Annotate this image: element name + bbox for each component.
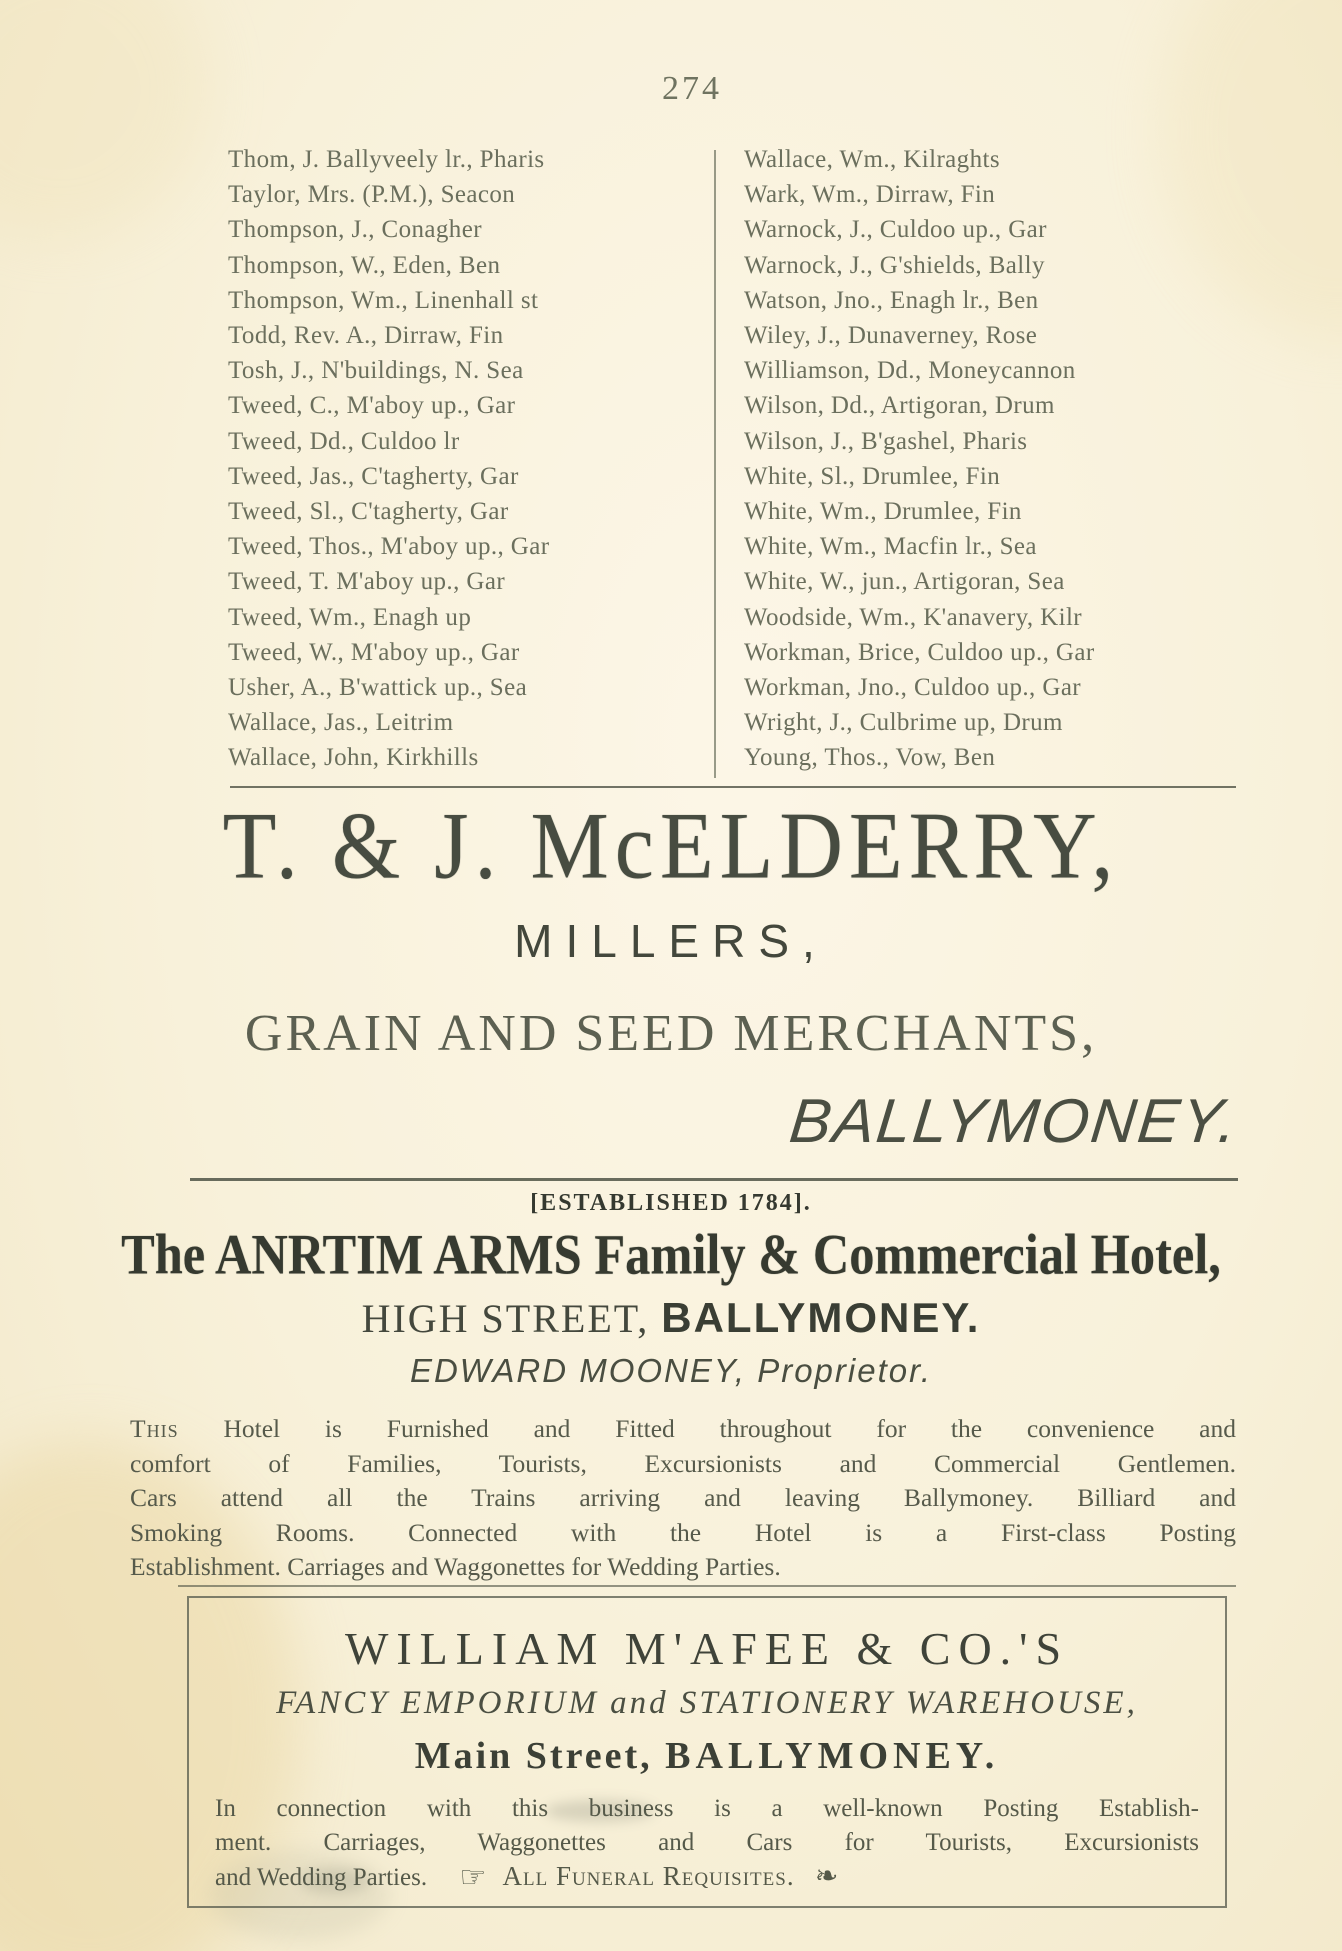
- hotel-description-text: Hotel is Furnished and Fitted throughout for the convenience and: [223, 1414, 1236, 1443]
- directory-entry: Usher, A., B'wattick up., Sea: [228, 674, 528, 702]
- mafee-description-line: ment. Carriages, Waggonettes and Cars for Tourists, Excursionists: [215, 1828, 1199, 1856]
- directory-entry: Thompson, Wm., Linenhall st: [228, 286, 539, 314]
- directory-entry: Tweed, Thos., M'aboy up., Gar: [228, 533, 550, 561]
- directory-entry: Wallace, John, Kirkhills: [228, 744, 479, 772]
- directory-entry: Tosh, J., N'buildings, N. Sea: [228, 357, 524, 385]
- hotel-description: [130, 1412, 1236, 1585]
- directory-entry: Todd, Rev. A., Dirraw, Fin: [228, 322, 504, 350]
- mcelderry-millers: MILLERS,: [514, 915, 828, 967]
- hotel-description-line: Cars attend all the Trains arriving and leaving Ballymoney. Billiard and: [130, 1483, 1236, 1512]
- directory-entry: Warnock, J., G'shields, Bally: [744, 251, 1045, 279]
- directory-column-left: [228, 142, 708, 776]
- directory-entry: Taylor, Mrs. (P.M.), Seacon: [228, 181, 516, 209]
- mafee-title: WILLIAM M'AFEE & CO.'S: [344, 1623, 1070, 1674]
- directory-entry: Wright, J., Culbrime up, Drum: [744, 709, 1063, 737]
- directory-entry: Wallace, Jas., Leitrim: [228, 709, 454, 737]
- directory-entry: Tweed, Dd., Culdoo lr: [228, 427, 460, 455]
- mafee-ad-box: [187, 1596, 1227, 1908]
- mcelderry-town: BALLYMONEY.: [786, 1087, 1242, 1156]
- hotel-title: The ANRTIM ARMS Family & Commercial Hotel,: [121, 1224, 1221, 1287]
- directory-entry: Wiley, J., Dunaverney, Rose: [744, 322, 1038, 350]
- directory-entry: Watson, Jno., Enagh lr., Ben: [744, 286, 1039, 314]
- horizontal-rule: [230, 786, 1236, 788]
- mafee-subtitle: FANCY EMPORIUM and STATIONERY WAREHOUSE,: [276, 1685, 1138, 1721]
- hotel-description-line: [130, 1412, 1236, 1447]
- directory-entry: White, Sl., Drumlee, Fin: [744, 462, 1001, 490]
- lead-word: This: [130, 1414, 179, 1443]
- directory-entry: Tweed, T. M'aboy up., Gar: [228, 568, 506, 596]
- mafee-description: [215, 1792, 1199, 1895]
- directory-entry: Wark, Wm., Dirraw, Fin: [744, 181, 996, 209]
- hotel-description-line: comfort of Families, Tourists, Excursionists and Commercial Gentlemen.: [130, 1448, 1236, 1478]
- directory-entry: Tweed, C., M'aboy up., Gar: [228, 392, 516, 420]
- directory-entry: White, Wm., Macfin lr., Sea: [744, 533, 1037, 561]
- mafee-last-text: and Wedding Parties.: [215, 1864, 428, 1891]
- directory-entry: White, W., jun., Artigoran, Sea: [744, 568, 1065, 596]
- directory-entry: Thom, J. Ballyveely lr., Pharis: [228, 146, 545, 173]
- directory-entry: White, Wm., Drumlee, Fin: [744, 498, 1022, 526]
- hotel-town-text: BALLYMONEY.: [661, 1294, 981, 1341]
- mafee-address: [189, 1734, 1225, 1778]
- directory-column-right: [744, 142, 1244, 776]
- directory-entry: Tweed, Wm., Enagh up: [228, 603, 472, 631]
- hotel-address: [0, 1294, 1342, 1342]
- directory-entry: Wallace, Wm., Kilraghts: [744, 146, 1000, 173]
- directory-entry: Tweed, Sl., C'tagherty, Gar: [228, 498, 509, 526]
- fleuron-icon: ❧: [814, 1859, 839, 1892]
- mafee-description-line: In connection with this business is a well-known Posting Establish-: [215, 1795, 1199, 1822]
- directory-entry: Wilson, J., B'gashel, Pharis: [744, 427, 1028, 455]
- directory-entry: Thompson, W., Eden, Ben: [228, 251, 501, 279]
- funeral-requisites-text: All Funeral Requisites.: [502, 1861, 795, 1891]
- manicule-icon: ☞: [459, 1860, 487, 1895]
- directory-entry: Wilson, Dd., Artigoran, Drum: [744, 392, 1055, 420]
- horizontal-rule: [190, 1178, 1238, 1181]
- directory-entry: Workman, Jno., Culdoo up., Gar: [744, 674, 1082, 702]
- directory-entry: Young, Thos., Vow, Ben: [744, 744, 996, 772]
- hotel-description-line: Establishment. Carriages and Waggonettes for Wedding Parties.: [130, 1552, 781, 1581]
- column-divider: [714, 150, 716, 778]
- paper-stain: [0, 0, 210, 240]
- directory-entry: Williamson, Dd., Moneycannon: [744, 357, 1076, 385]
- page-number: 274: [662, 70, 722, 107]
- directory-entry: Thompson, J., Conagher: [228, 216, 482, 244]
- mafee-street-text: Main Street,: [414, 1735, 653, 1777]
- mcelderry-merchants: GRAIN AND SEED MERCHANTS,: [244, 1005, 1098, 1062]
- directory-entry: Warnock, J., Culdoo up., Gar: [744, 216, 1047, 244]
- directory-entry: Tweed, W., M'aboy up., Gar: [228, 638, 520, 666]
- hotel-street-text: HIGH STREET,: [361, 1296, 650, 1341]
- established-line: [ESTABLISHED 1784].: [530, 1190, 812, 1216]
- mcelderry-title: T. & J. McELDERRY,: [222, 794, 1120, 899]
- horizontal-rule: [178, 1585, 1236, 1587]
- mafee-town-text: BALLYMONEY.: [665, 1735, 1000, 1777]
- directory-entry: Tweed, Jas., C'tagherty, Gar: [228, 462, 519, 490]
- hotel-description-line: Smoking Rooms. Connected with the Hotel is a First-class Posting: [130, 1517, 1236, 1547]
- mafee-description-line: [215, 1859, 1199, 1895]
- directory-entry: Workman, Brice, Culdoo up., Gar: [744, 638, 1095, 666]
- directory-entry: Woodside, Wm., K'anavery, Kilr: [744, 603, 1083, 631]
- hotel-proprietor: EDWARD MOONEY, Proprietor.: [409, 1352, 933, 1389]
